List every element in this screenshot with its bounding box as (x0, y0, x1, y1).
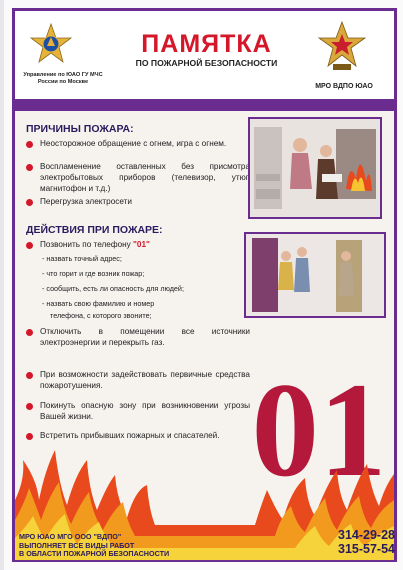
action-item: Покинуть опасную зону при возникновении угрозы Вашей жизни. (26, 400, 250, 422)
action-call-item: Позвонить по телефону "01" (26, 239, 250, 250)
footer-phones (300, 528, 395, 556)
bullet-icon (26, 329, 33, 336)
action-sub-item: - что горит и где возник пожар; (42, 269, 145, 278)
causes-title: ПРИЧИНЫ ПОЖАРА: (26, 123, 134, 135)
actions-title: ДЕЙСТВИЯ ПРИ ПОЖАРЕ: (26, 224, 163, 236)
page-subtitle: ПО ПОЖАРНОЙ БЕЗОПАСНОСТИ (135, 58, 278, 68)
org-right-label: МРО ВДПО ЮАО (315, 83, 373, 90)
action-item: Встретить прибывших пожарных и спасателей. (26, 430, 250, 441)
bullet-icon (26, 372, 33, 379)
vdpo-emblem-icon (317, 20, 367, 74)
action-item: При возможности задействовать первичные средства пожаротушения. (26, 369, 250, 391)
bullet-icon (26, 403, 33, 410)
action-sub-item: - назвать точный адрес; (42, 254, 122, 263)
mchs-emblem-icon (29, 22, 73, 66)
bullet-icon (26, 164, 33, 171)
big-01-text: 01 (251, 356, 387, 505)
cause-item: Воспламенение оставленных без присмотра электробытовых приборов (телевизор, утюг, магнитофон и т.д.) (26, 161, 250, 194)
illustration-fire-apartment (248, 117, 382, 219)
cause-item: Неосторожное обращение с огнем, игра с огнем. (26, 138, 250, 149)
bullet-icon (26, 242, 33, 249)
phone-number[interactable]: 314-29-28 (338, 528, 395, 542)
org-left-label: Управление по ЮАО ГУ МЧС России по Москве (23, 72, 103, 85)
action-item: Отключить в помещении все источники электроэнергии и перекрыть газ. (26, 326, 250, 348)
header-band (15, 99, 394, 111)
page-title: ПАМЯТКА (141, 30, 272, 58)
action-sub-item: - сообщить, есть ли опасность для людей; (42, 284, 184, 293)
illustration-evacuation (244, 232, 386, 318)
call-number: "01" (133, 240, 150, 249)
footer-org: МРО ЮАО МГО ООО "ВДПО" ВЫПОЛНЯЕТ ВСЕ ВИДЫ РАБОТ В ОБЛАСТИ ПОЖАРНОЙ БЕЗОПАСНОСТИ (19, 532, 170, 558)
cause-item: Перегрузка электросети (26, 196, 250, 207)
action-sub-item: телефона, с которого звоните; (50, 311, 152, 320)
action-sub-item: - назвать свою фамилию и номер (42, 299, 155, 308)
bullet-icon (26, 141, 33, 148)
phone-number[interactable]: 315-57-54 (338, 542, 395, 556)
bullet-icon (26, 199, 33, 206)
